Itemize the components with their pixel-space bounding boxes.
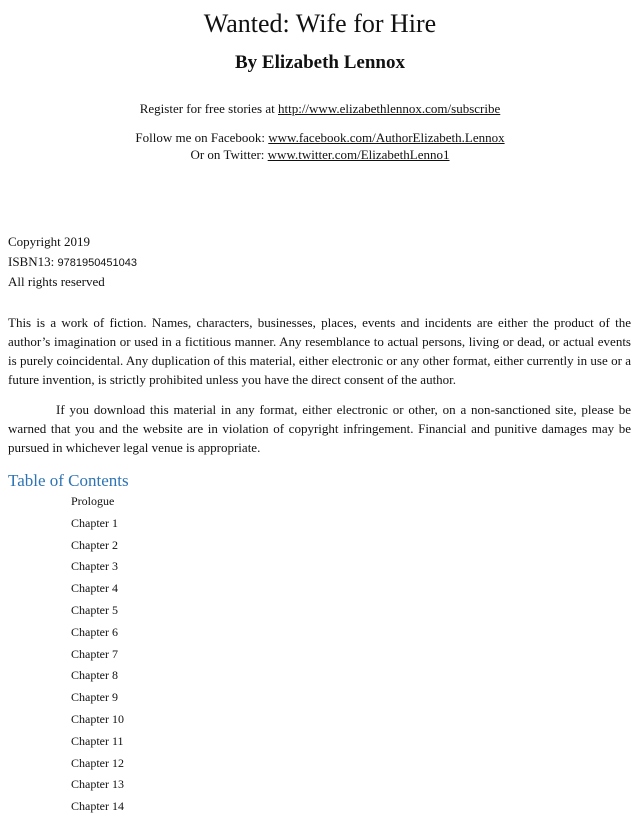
fiction-disclaimer: This is a work of fiction. Names, characters, businesses, places, events and incidents are either the product of the author’s imagination or used in a fictitious manner. Any resemblance to actual persons, living or dead, or actual events is purely coincidental. Any duplication of this material, either electronic or any other format, either currently in use or a future invention, is strictly prohibited unless you have the direct consent of the author.	[8, 315, 631, 387]
book-author: By Elizabeth Lennox	[235, 52, 405, 73]
toc-item-chapter-3[interactable]: Chapter 3	[71, 559, 118, 574]
isbn-line	[8, 253, 137, 272]
twitter-text: Or on Twitter:	[190, 147, 268, 162]
toc-item-chapter-11[interactable]: Chapter 11	[71, 733, 124, 748]
toc-item-chapter-13[interactable]: Chapter 13	[71, 777, 124, 792]
piracy-warning: If you download this material in any format, either electronic or other, on a non-sanctioned site, please be warned that you and the website are in violation of copyright infringement. Financial and punitive damages may be pursued in whichever legal venue is appropriate.	[8, 402, 631, 455]
register-text: Register for free stories at	[139, 101, 278, 116]
toc-item-chapter-6[interactable]: Chapter 6	[71, 624, 118, 639]
isbn-label: ISBN13:	[8, 254, 58, 269]
copyright-line: Copyright 2019	[8, 234, 90, 249]
twitter-line	[0, 146, 640, 163]
toc-item-chapter-9[interactable]: Chapter 9	[71, 690, 118, 705]
toc-item-chapter-10[interactable]: Chapter 10	[71, 711, 124, 726]
toc-item-chapter-2[interactable]: Chapter 2	[71, 537, 118, 552]
isbn-number: 9781950451043	[57, 257, 138, 269]
toc-heading: Table of Contents	[8, 471, 129, 490]
toc-item-chapter-7[interactable]: Chapter 7	[71, 646, 118, 661]
facebook-line	[0, 129, 640, 146]
register-line	[0, 100, 640, 117]
table-of-contents	[71, 491, 124, 818]
toc-item-chapter-12[interactable]: Chapter 12	[71, 755, 124, 770]
twitter-link[interactable]: www.twitter.com/ElizabethLenno1	[267, 147, 450, 162]
book-title: Wanted: Wife for Hire	[203, 9, 437, 38]
toc-item-chapter-4[interactable]: Chapter 4	[71, 581, 118, 596]
toc-item-chapter-14[interactable]: Chapter 14	[71, 799, 124, 814]
register-link[interactable]: http://www.elizabethlennox.com/subscribe	[277, 101, 501, 116]
rights-line: All rights reserved	[8, 274, 105, 289]
toc-item-chapter-5[interactable]: Chapter 5	[71, 602, 118, 617]
toc-item-prologue[interactable]: Prologue	[71, 494, 115, 508]
toc-item-chapter-8[interactable]: Chapter 8	[71, 668, 118, 683]
toc-item-chapter-1[interactable]: Chapter 1	[71, 515, 118, 530]
facebook-text: Follow me on Facebook:	[135, 130, 269, 145]
facebook-link[interactable]: www.facebook.com/AuthorElizabeth.Lennox	[268, 130, 505, 145]
